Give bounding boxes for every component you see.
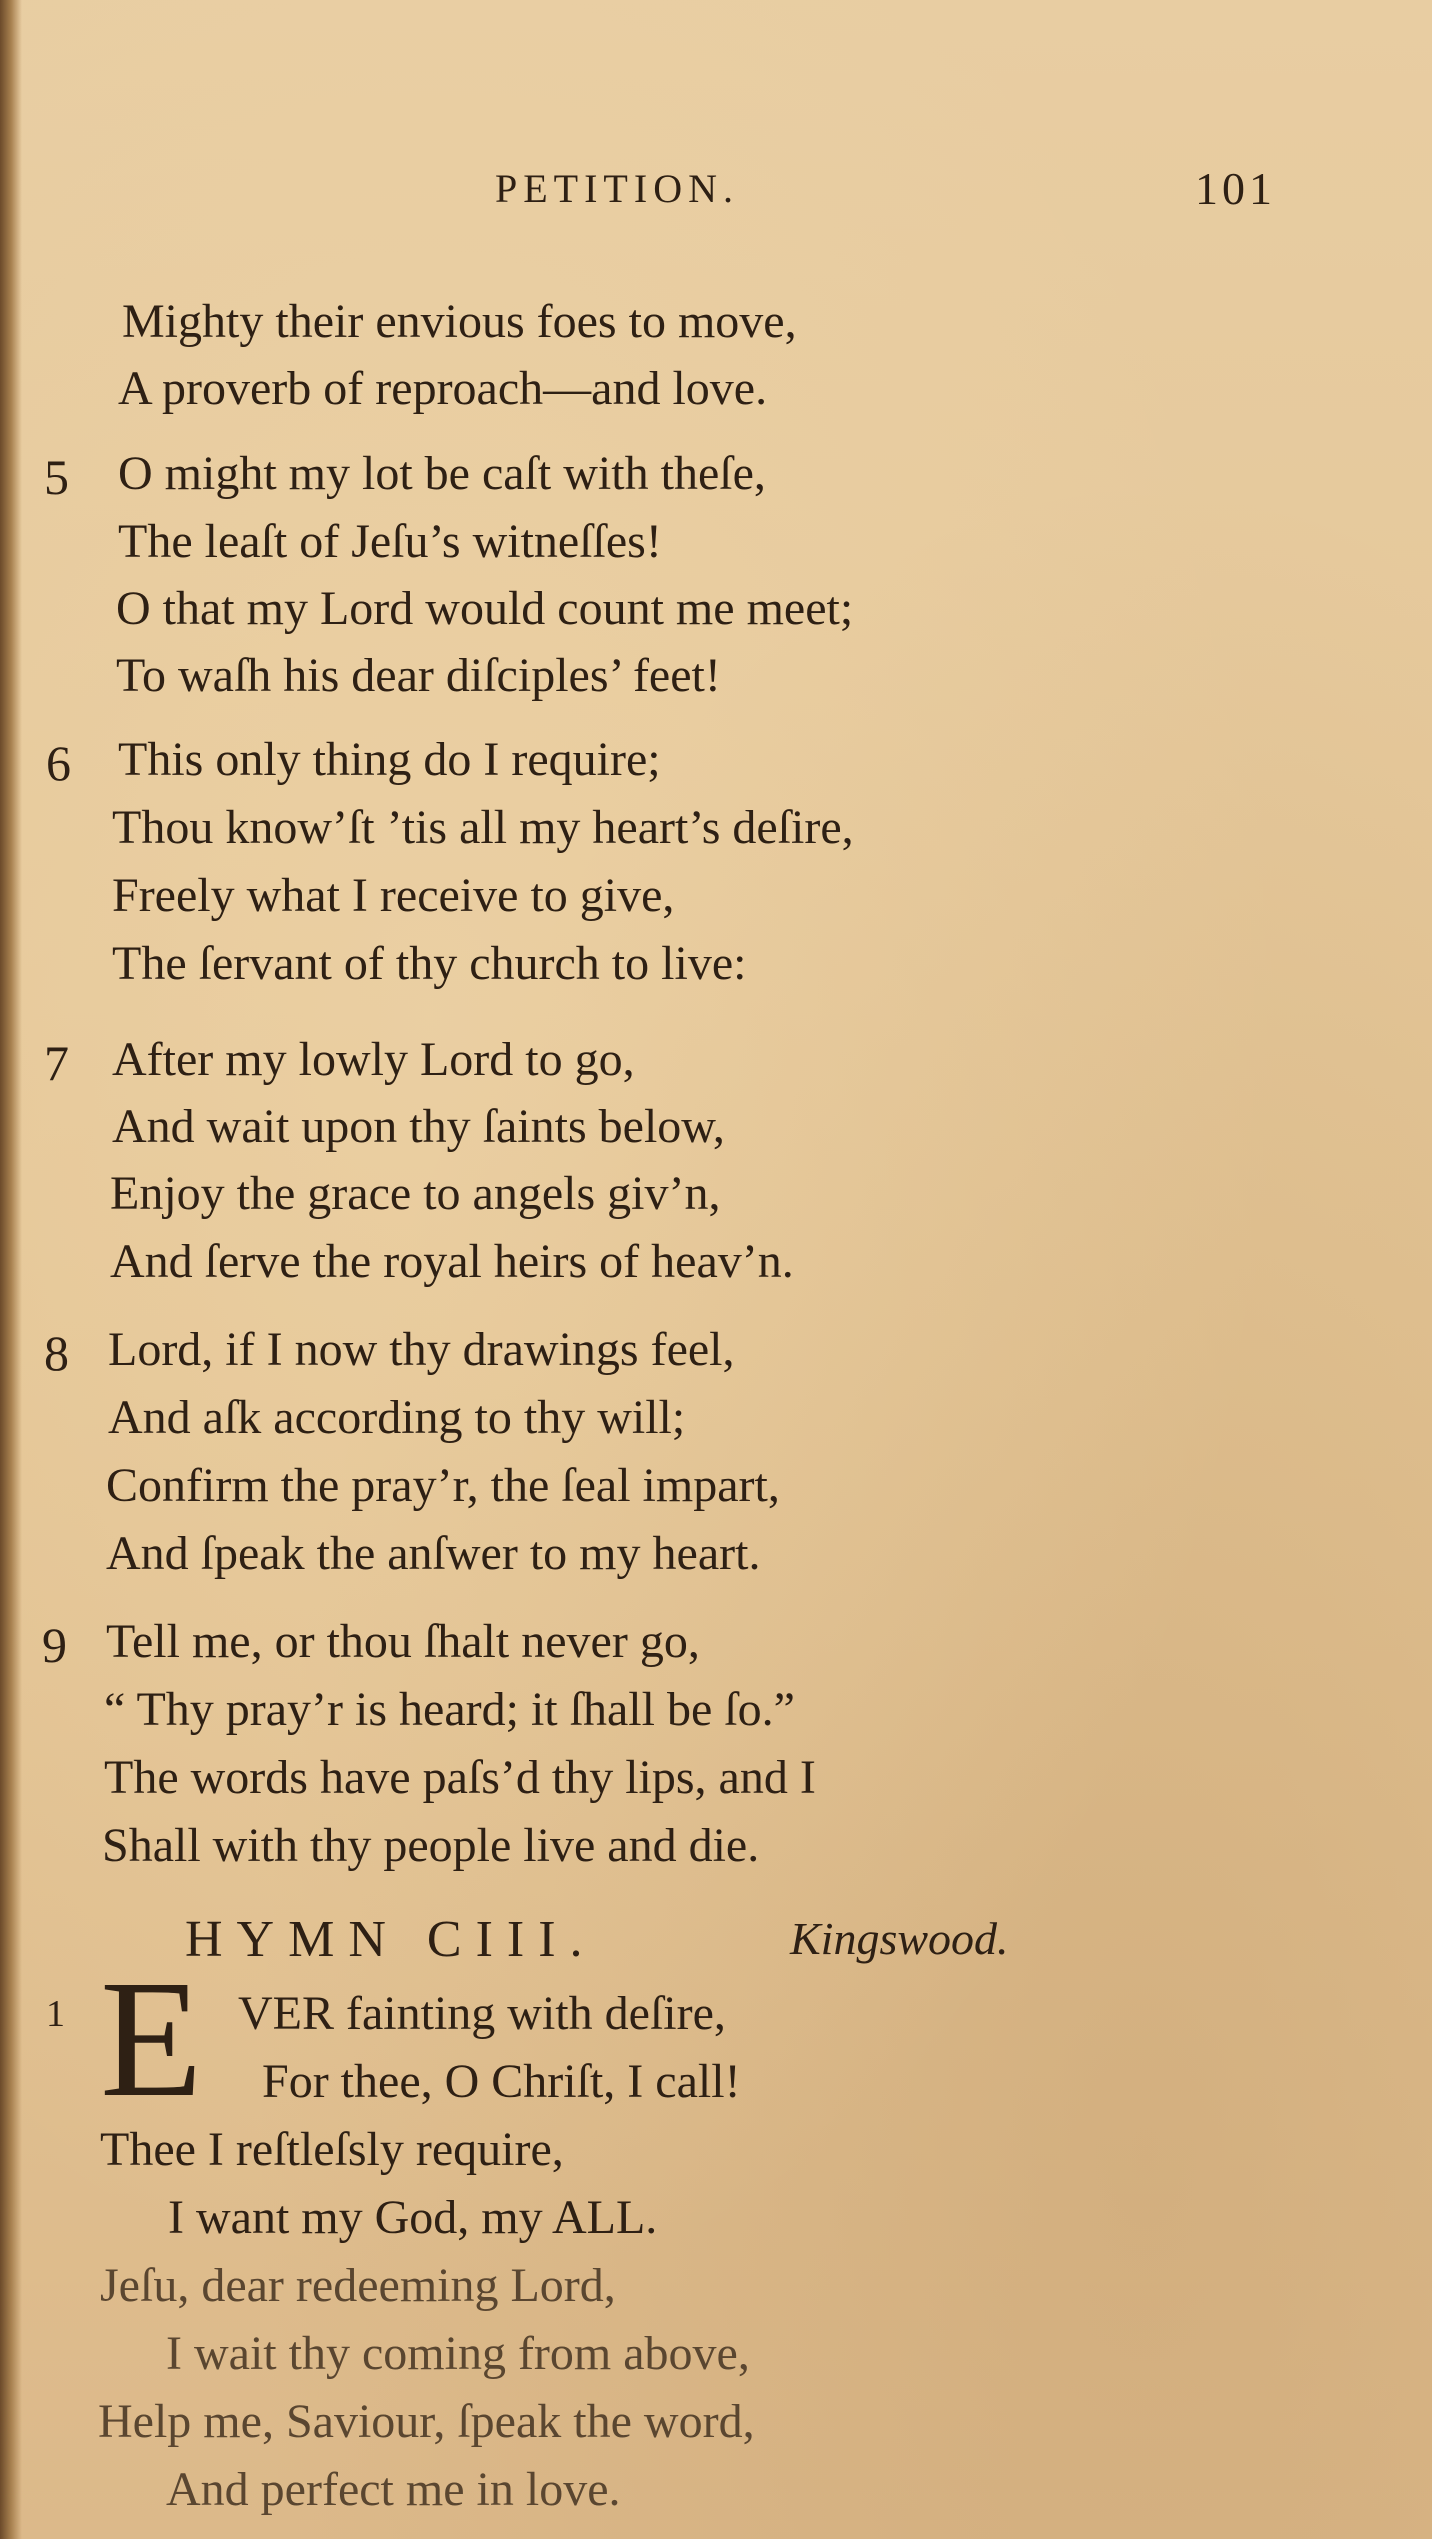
verse-line: And aſk according to thy will;	[108, 1391, 686, 1444]
verse-line: The words have paſs’d thy lips, and I	[104, 1751, 816, 1804]
verse-line: To waſh his dear diſciples’ feet!	[116, 649, 721, 702]
verse-line: Thee I reſtleſsly require,	[100, 2123, 564, 2176]
verse-line: Tell me, or thou ſhalt never go,	[106, 1615, 700, 1668]
tune-name: Kingswood.	[790, 1913, 1009, 1964]
verse-line: The ſervant of thy church to live:	[112, 937, 747, 990]
verse-line: “ Thy pray’r is heard; it ſhall be ſo.”	[104, 1683, 795, 1736]
verse-line: Shall with thy people live and die.	[102, 1819, 760, 1872]
page-number: 101	[1195, 163, 1276, 214]
stanza-number: 1	[46, 1993, 65, 2035]
verse-line: And ſerve the royal heirs of heav’n.	[110, 1235, 794, 1288]
verse-line: A proverb of reproach—and love.	[118, 362, 768, 415]
verse-line: Lord, if I now thy drawings feel,	[108, 1323, 735, 1376]
verse-line: O might my lot be caſt with theſe,	[118, 447, 766, 500]
running-head: PETITION.	[495, 166, 739, 211]
drop-cap: E	[100, 1946, 203, 2132]
verse-line: And perfect me in love.	[166, 2463, 621, 2516]
verse-line: After my lowly Lord to go,	[112, 1033, 635, 1086]
verse-line: I want my God, my ALL.	[168, 2191, 658, 2244]
verse-line: Thou know’ſt ’tis all my heart’s deſire,	[112, 801, 854, 854]
verse-line: This only thing do I require;	[118, 733, 661, 786]
verse-line: Freely what I receive to give,	[112, 869, 675, 922]
verse-line: Mighty their envious foes to move,	[122, 295, 797, 348]
verse-line: Confirm the pray’r, the ſeal impart,	[106, 1459, 780, 1512]
stanza-number: 9	[42, 1617, 67, 1673]
stanza-number: 6	[46, 735, 71, 791]
verse-line: For thee, O Chriſt, I call!	[262, 2055, 741, 2108]
verse-line: O that my Lord would count me meet;	[116, 582, 854, 635]
verse-line: Help me, Saviour, ſpeak the word,	[98, 2395, 755, 2448]
verse-line: And ſpeak the anſwer to my heart.	[106, 1527, 761, 1580]
verse-line: Enjoy the grace to angels giv’n,	[110, 1167, 721, 1220]
verse-line: Jeſu, dear redeeming Lord,	[100, 2259, 616, 2312]
stanza-number: 5	[44, 449, 69, 505]
verse-line: The leaſt of Jeſu’s witneſſes!	[118, 515, 662, 568]
stanza-number: 7	[44, 1035, 69, 1091]
hymn-title: HYMN CIII.	[185, 1911, 597, 1968]
spine-shadow	[0, 0, 22, 2539]
verse-line: I wait thy coming from above,	[166, 2327, 750, 2380]
stanza-number: 8	[44, 1325, 69, 1381]
verse-line: VER fainting with deſire,	[238, 1987, 726, 2040]
verse-line: And wait upon thy ſaints below,	[112, 1100, 725, 1153]
